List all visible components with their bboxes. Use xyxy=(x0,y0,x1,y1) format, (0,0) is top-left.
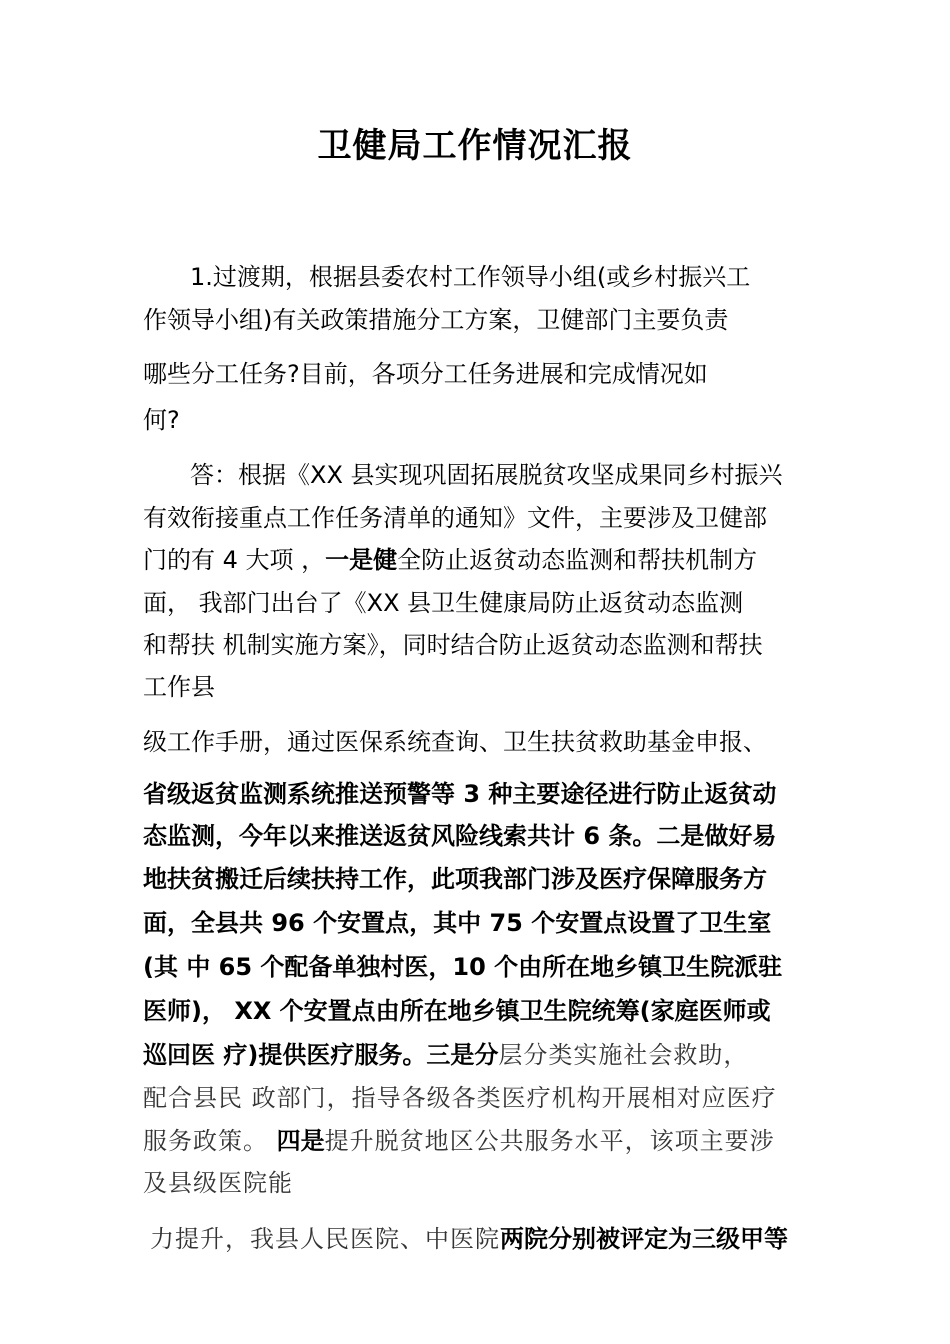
answer-line-5: 和帮扶 机制实施方案》，同时结合防止返贫动态监测和帮扶 xyxy=(143,631,763,659)
answer-line-3-text-a: 门的有 4 大项 ， xyxy=(143,546,326,574)
answer-line-18 xyxy=(150,1224,788,1254)
answer-line-6: 工作县 xyxy=(143,673,215,701)
answer-line-3 xyxy=(143,545,757,575)
document-title: 卫健局工作情况汇报 xyxy=(317,126,633,166)
answer-line-8: 省级返贫监测系统推送预警等 3 种主要途径进行防止返贫动 xyxy=(143,780,777,808)
answer-line-14-bold: 巡回医 疗)提供医疗服务。三是分 xyxy=(143,1041,499,1069)
answer-line-16 xyxy=(143,1126,775,1156)
answer-line-9: 态监测，今年以来推送返贫风险线索共计 6 条。二是做好易 xyxy=(143,822,777,850)
answer-line-18-bold: 两院分别被评定为三级甲等 xyxy=(500,1225,788,1253)
answer-line-18-text: 力提升，我县人民医院、中医院 xyxy=(150,1225,500,1253)
answer-line-11: 面，全县共 96 个安置点，其中 75 个安置点设置了卫生室 xyxy=(143,909,772,937)
answer-line-2: 有效衔接重点工作任务清单的通知》文件，主要涉及卫健部 xyxy=(143,504,767,532)
answer-line-3-bold: 一是健 xyxy=(325,546,398,574)
answer-line-1: 答：根据《XX 县实现巩固拓展脱贫攻坚成果同乡村振兴 xyxy=(190,461,783,489)
answer-line-16-text-b: 提升脱贫地区公共服务水平，该项主要涉 xyxy=(324,1127,775,1155)
answer-line-3-text-b: 全防止返贫动态监测和帮扶机制方 xyxy=(397,546,758,574)
question-line-1: 1.过渡期，根据县委农村工作领导小组(或乡村振兴工 xyxy=(190,263,751,291)
question-line-4: 何? xyxy=(143,406,180,434)
answer-line-14-text: 层分类实施社会救助， xyxy=(498,1041,749,1069)
answer-line-12: (其 中 65 个配备单独村医，10 个由所在地乡镇卫生院派驻 xyxy=(143,953,783,981)
question-line-2: 作领导小组)有关政策措施分工方案，卫健部门主要负责 xyxy=(143,306,729,334)
answer-line-7: 级工作手册，通过医保系统查询、卫生扶贫救助基金申报、 xyxy=(143,728,767,756)
answer-line-16-bold: 四是 xyxy=(276,1127,325,1155)
answer-line-14 xyxy=(143,1040,748,1070)
question-line-3: 哪些分工任务?目前，各项分工任务进展和完成情况如 xyxy=(143,360,708,388)
answer-line-15: 配合县民 政部门，指导各级各类医疗机构开展相对应医疗 xyxy=(143,1084,777,1112)
answer-line-4: 面， 我部门出台了《XX 县卫生健康局防止返贫动态监测 xyxy=(143,589,744,617)
answer-line-16-text-a: 服务政策。 xyxy=(143,1127,277,1155)
answer-line-10: 地扶贫搬迁后续扶持工作，此项我部门涉及医疗保障服务方 xyxy=(143,865,767,893)
answer-line-17: 及县级医院能 xyxy=(143,1169,293,1197)
answer-line-13: 医师)， XX 个安置点由所在地乡镇卫生院统筹(家庭医师或 xyxy=(143,997,771,1025)
